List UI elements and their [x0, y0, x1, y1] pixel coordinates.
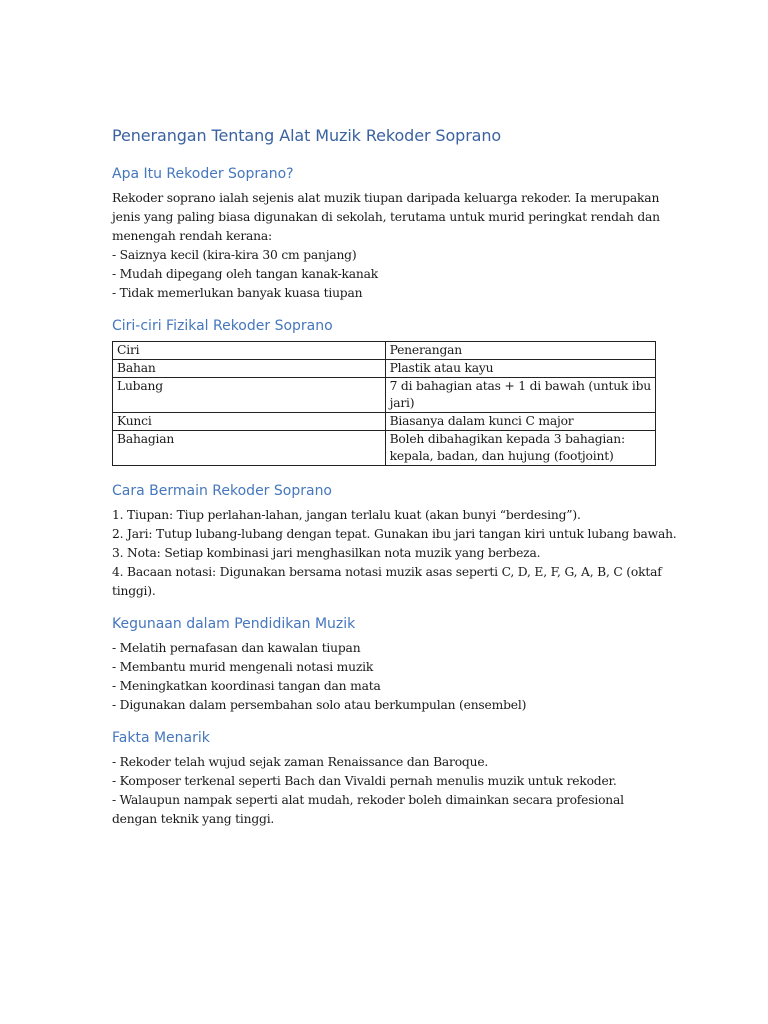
section-physical [112, 317, 656, 466]
cell-text: 7 di bahagian atas + 1 di bawah (untuk ibu [389, 379, 651, 393]
cell-text: kepala, badan, dan hujung (footjoint) [389, 449, 614, 463]
section-intro [112, 165, 660, 303]
list-item: - Digunakan dalam persembahan solo atau berkumpulan (ensembel) [112, 698, 527, 712]
cell-text: Boleh dibahagikan kepada 3 bahagian: [389, 432, 625, 446]
list-item: dengan teknik yang tinggi. [112, 812, 275, 826]
list-item: - Meningkatkan koordinasi tangan dan mata [112, 679, 381, 693]
section-heading-intro: Apa Itu Rekoder Soprano? [112, 166, 294, 182]
table-row [113, 360, 656, 378]
list-item: - Melatih pernafasan dan kawalan tiupan [112, 641, 361, 655]
table-cell [385, 378, 655, 413]
table-header-row [113, 342, 656, 360]
table-row [113, 378, 656, 413]
list-item: - Komposer terkenal seperti Bach dan Vivaldi pernah menulis muzik untuk rekoder. [112, 774, 617, 788]
list-item: 1. Tiupan: Tiup perlahan-lahan, jangan terlalu kuat (akan bunyi “berdesing”). [112, 508, 581, 522]
table-cell [385, 431, 655, 466]
cell-text: Plastik atau kayu [389, 361, 494, 375]
list-item: - Membantu murid mengenali notasi muzik [112, 660, 374, 674]
text-line: menengah rendah kerana: [112, 229, 272, 243]
table-cell [385, 360, 655, 378]
section-facts [112, 729, 656, 829]
table-row [113, 413, 656, 431]
section-play [112, 482, 677, 601]
table-cell [385, 413, 655, 431]
section-play-text [112, 506, 677, 601]
section-intro-text [112, 189, 660, 303]
list-item: 4. Bacaan notasi: Digunakan bersama notasi muzik asas seperti C, D, E, F, G, A, B, C (oktaf [112, 565, 662, 579]
section-education-text [112, 639, 656, 715]
document-title: Penerangan Tentang Alat Muzik Rekoder Soprano [112, 126, 502, 145]
table-header-cell: Penerangan [385, 342, 655, 360]
list-item: - Mudah dipegang oleh tangan kanak-kanak [112, 267, 379, 281]
list-item: - Walaupun nampak seperti alat mudah, rekoder boleh dimainkan secara profesional [112, 793, 624, 807]
table-cell: Bahan [113, 360, 386, 378]
list-item: tinggi). [112, 584, 156, 598]
text-line: jenis yang paling biasa digunakan di sekolah, terutama untuk murid peringkat rendah dan [112, 210, 660, 224]
cell-text: Biasanya dalam kunci C major [389, 414, 574, 428]
table-row [113, 431, 656, 466]
table-header-cell: Ciri [113, 342, 386, 360]
list-item: - Rekoder telah wujud sejak zaman Renaissance dan Baroque. [112, 755, 489, 769]
section-heading-physical: Ciri-ciri Fizikal Rekoder Soprano [112, 318, 333, 334]
table-cell: Lubang [113, 378, 386, 413]
section-heading-play: Cara Bermain Rekoder Soprano [112, 483, 333, 499]
table-cell: Kunci [113, 413, 386, 431]
section-heading-education: Kegunaan dalam Pendidikan Muzik [112, 616, 356, 632]
list-item: - Tidak memerlukan banyak kuasa tiupan [112, 286, 363, 300]
section-education [112, 615, 656, 715]
table-cell: Bahagian [113, 431, 386, 466]
list-item: 3. Nota: Setiap kombinasi jari menghasilkan nota muzik yang berbeza. [112, 546, 541, 560]
section-heading-facts: Fakta Menarik [112, 730, 210, 746]
section-facts-text [112, 753, 656, 829]
cell-text: jari) [389, 396, 415, 410]
features-table [112, 341, 656, 466]
list-item: - Saiznya kecil (kira-kira 30 cm panjang) [112, 248, 357, 262]
list-item: 2. Jari: Tutup lubang-lubang dengan tepat. Gunakan ibu jari tangan kiri untuk lubang bawah. [112, 527, 677, 541]
text-line: Rekoder soprano ialah sejenis alat muzik tiupan daripada keluarga rekoder. Ia merupakan [112, 191, 660, 205]
